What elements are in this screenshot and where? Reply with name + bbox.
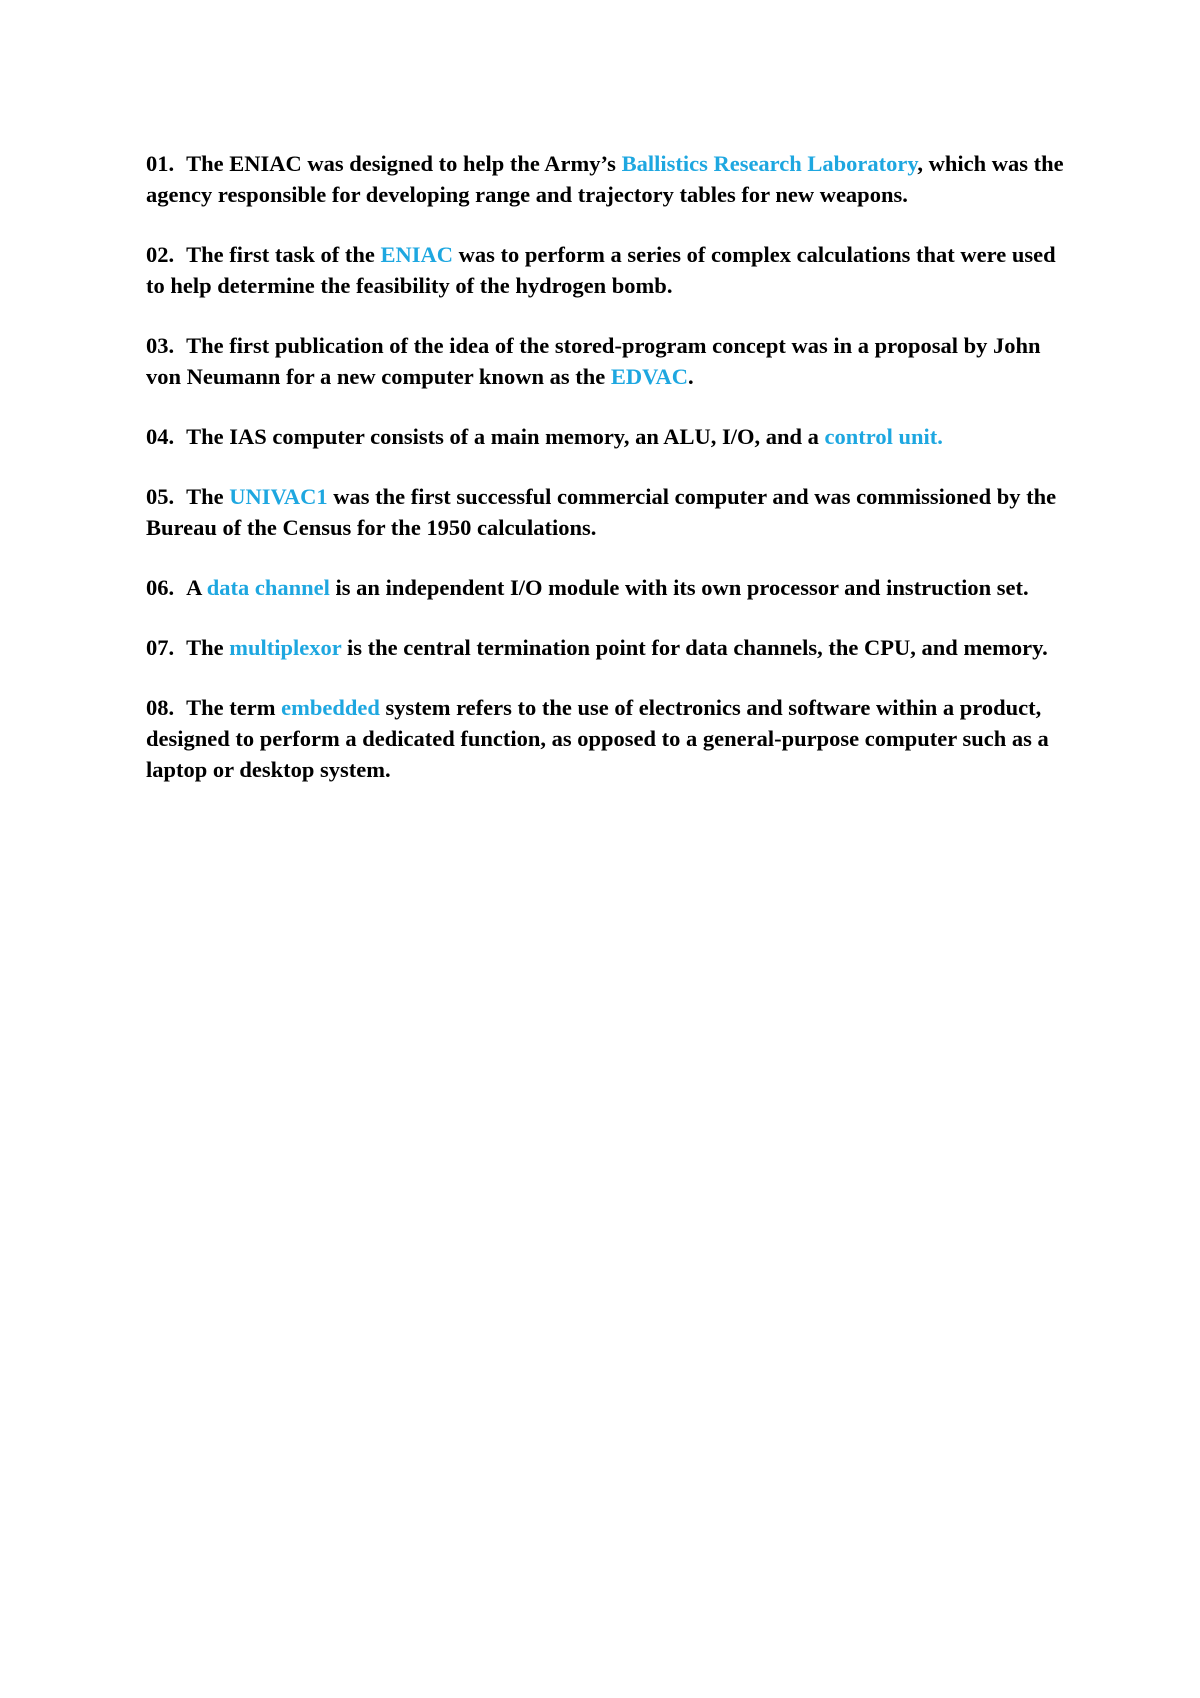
highlighted-term: data channel [206,575,330,600]
item-text: is an independent I/O module with its own processor and instruction set. [329,575,1029,600]
highlighted-term: control unit. [824,424,943,449]
item-text: . [687,364,694,389]
item-text: was the first successful commercial computer and was commissioned by the Bureau of the Census for the 1950 calculations. [146,484,1057,540]
item-text: is the central termination point for data channels, the CPU, and memory. [341,635,1048,660]
item-number: 08. [146,695,175,720]
list-item [146,481,1066,543]
item-text: system refers to the use of electronics and software within a product, designed to perform a dedicated function, as opposed to a general-purpose computer such as a laptop or desktop system. [146,695,1049,782]
highlighted-term: UNIVAC1 [229,484,328,509]
item-number: 01. [146,151,175,176]
highlighted-term: ENIAC [380,242,453,267]
item-text: The first publication of the idea of the stored-program concept was in a proposal by John von Neumann for a new computer known as the [146,333,1041,389]
item-text: The term [186,695,282,720]
list-item [146,239,1066,301]
highlighted-term: EDVAC [610,364,688,389]
list-item [146,421,1066,452]
list-item [146,572,1066,603]
list-item [146,632,1066,663]
highlighted-term: embedded [281,695,380,720]
item-number: 07. [146,635,175,660]
list-item [146,692,1066,785]
item-text: A [186,575,207,600]
highlighted-term: Ballistics Research Laboratory [621,151,918,176]
item-text: The [186,484,230,509]
item-number: 04. [146,424,175,449]
item-text: , which was the agency responsible for developing range and trajectory tables for new weapons. [146,151,1064,207]
item-number: 03. [146,333,175,358]
question-list [146,148,1066,814]
item-text: The IAS computer consists of a main memory, an ALU, I/O, and a [186,424,825,449]
highlighted-term: multiplexor [229,635,342,660]
item-text: The first task of the [186,242,381,267]
item-text: The ENIAC was designed to help the Army’s [186,151,622,176]
item-number: 06. [146,575,175,600]
item-number: 05. [146,484,175,509]
item-text: was to perform a series of complex calculations that were used to help determine the feasibility of the hydrogen bomb. [146,242,1056,298]
list-item [146,330,1066,392]
item-number: 02. [146,242,175,267]
list-item [146,148,1066,210]
item-text: The [186,635,230,660]
